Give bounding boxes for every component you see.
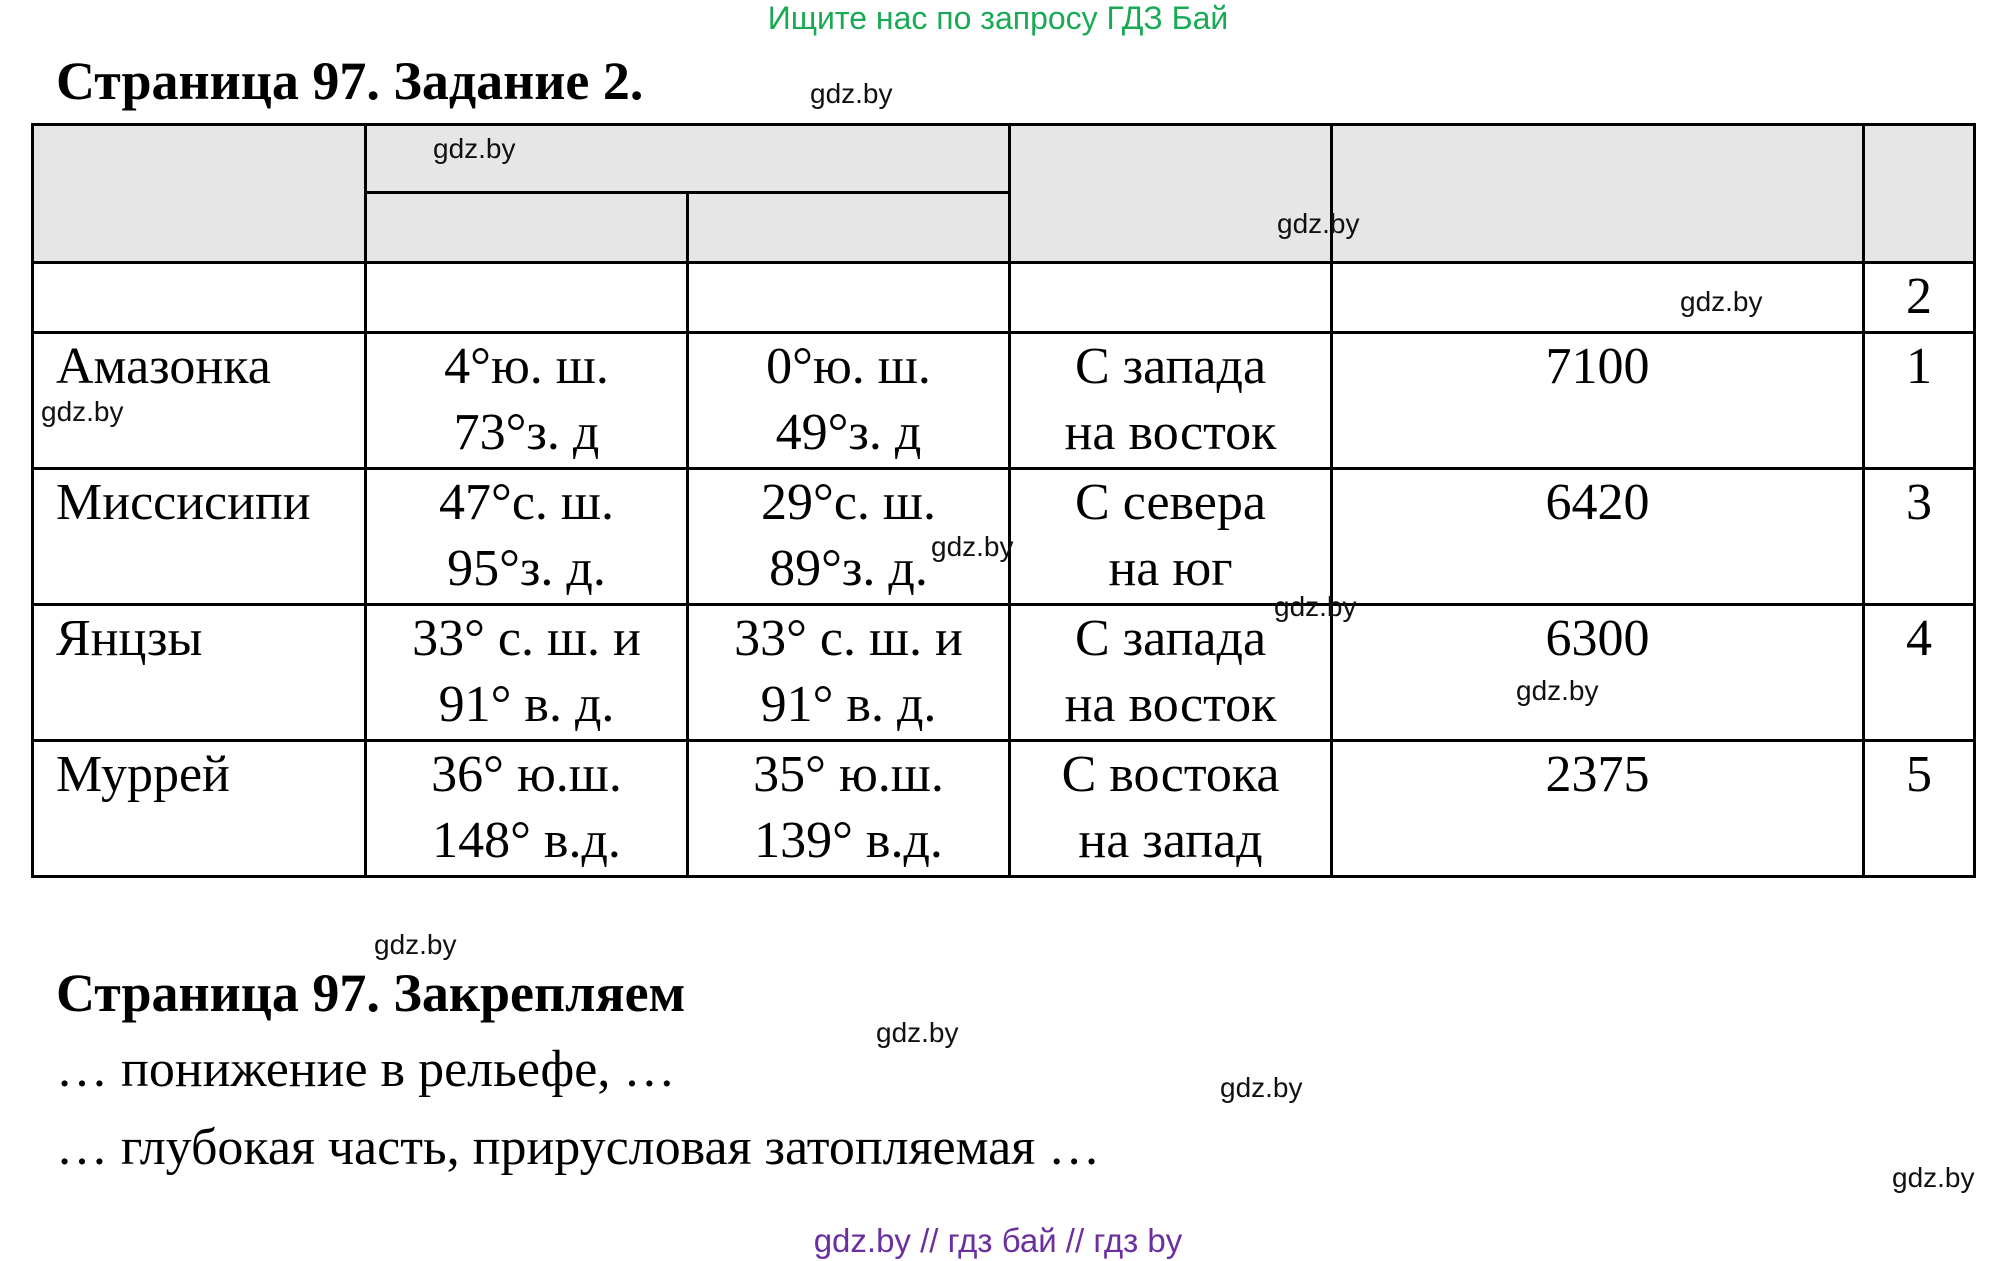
header-cell	[1864, 125, 1975, 263]
source-coords: 47°с. ш. 95°з. д.	[366, 469, 688, 605]
watermark: gdz.by	[1680, 286, 1763, 317]
table-cell	[366, 263, 688, 333]
index-cell: 2	[1864, 263, 1975, 333]
flow-direction: С запада на восток	[1010, 333, 1332, 469]
river-rank: 4	[1864, 605, 1975, 741]
table-cell	[1332, 263, 1864, 333]
watermark: gdz.by	[810, 78, 893, 109]
river-name: Муррей	[33, 741, 366, 877]
mouth-coords: 33° с. ш. и 91° в. д.	[688, 605, 1010, 741]
section-heading: Страница 97. Закрепляем	[56, 963, 686, 1023]
source-coords: 4°ю. ш. 73°з. д	[366, 333, 688, 469]
river-name: Янцзы	[33, 605, 366, 741]
flow-direction: С востока на запад	[1010, 741, 1332, 877]
watermark: gdz.by	[433, 133, 516, 164]
header-cell	[1332, 125, 1864, 263]
header-cell	[366, 193, 688, 263]
footer-links: gdz.by // гдз бай // гдз by	[813, 1222, 1183, 1259]
river-length: 2375	[1332, 741, 1864, 877]
watermark: gdz.by	[876, 1017, 959, 1048]
search-banner: Ищите нас по запросу ГДЗ Бай	[767, 0, 1229, 36]
source-coords: 33° с. ш. и 91° в. д.	[366, 605, 688, 741]
table-row	[33, 333, 1975, 469]
header-cell	[688, 193, 1010, 263]
watermark: gdz.by	[1277, 208, 1360, 239]
header-cell	[33, 125, 366, 263]
river-length: 6420	[1332, 469, 1864, 605]
flow-direction: С севера на юг	[1010, 469, 1332, 605]
river-name: Миссисипи	[33, 469, 366, 605]
watermark: gdz.by	[1220, 1072, 1303, 1103]
river-length: 6300	[1332, 605, 1864, 741]
source-coords: 36° ю.ш. 148° в.д.	[366, 741, 688, 877]
table-cell	[688, 263, 1010, 333]
rivers-table	[31, 123, 1976, 878]
header-cell	[1010, 125, 1332, 263]
watermark: gdz.by	[1892, 1162, 1975, 1193]
watermark: gdz.by	[931, 531, 1014, 562]
table-cell	[1010, 263, 1332, 333]
watermark: gdz.by	[374, 929, 457, 960]
table-row	[33, 605, 1975, 741]
mouth-coords: 29°с. ш. 89°з. д.	[688, 469, 1010, 605]
watermark: gdz.by	[41, 396, 124, 427]
header-row	[33, 125, 1975, 193]
river-rank: 1	[1864, 333, 1975, 469]
river-length: 7100	[1332, 333, 1864, 469]
answer-line: … глубокая часть, прирусловая затопляемая …	[56, 1119, 1101, 1176]
table-row	[33, 741, 1975, 877]
river-rank: 3	[1864, 469, 1975, 605]
mouth-coords: 35° ю.ш. 139° в.д.	[688, 741, 1010, 877]
task-heading: Страница 97. Задание 2.	[56, 51, 644, 111]
flow-direction: С запада на восток	[1010, 605, 1332, 741]
mouth-coords: 0°ю. ш. 49°з. д	[688, 333, 1010, 469]
table-cell	[33, 263, 366, 333]
watermark: gdz.by	[1274, 591, 1357, 622]
river-name: Амазонка	[33, 333, 366, 469]
watermark: gdz.by	[1516, 675, 1599, 706]
river-rank: 5	[1864, 741, 1975, 877]
answer-line: … понижение в рельефе, …	[56, 1041, 676, 1098]
